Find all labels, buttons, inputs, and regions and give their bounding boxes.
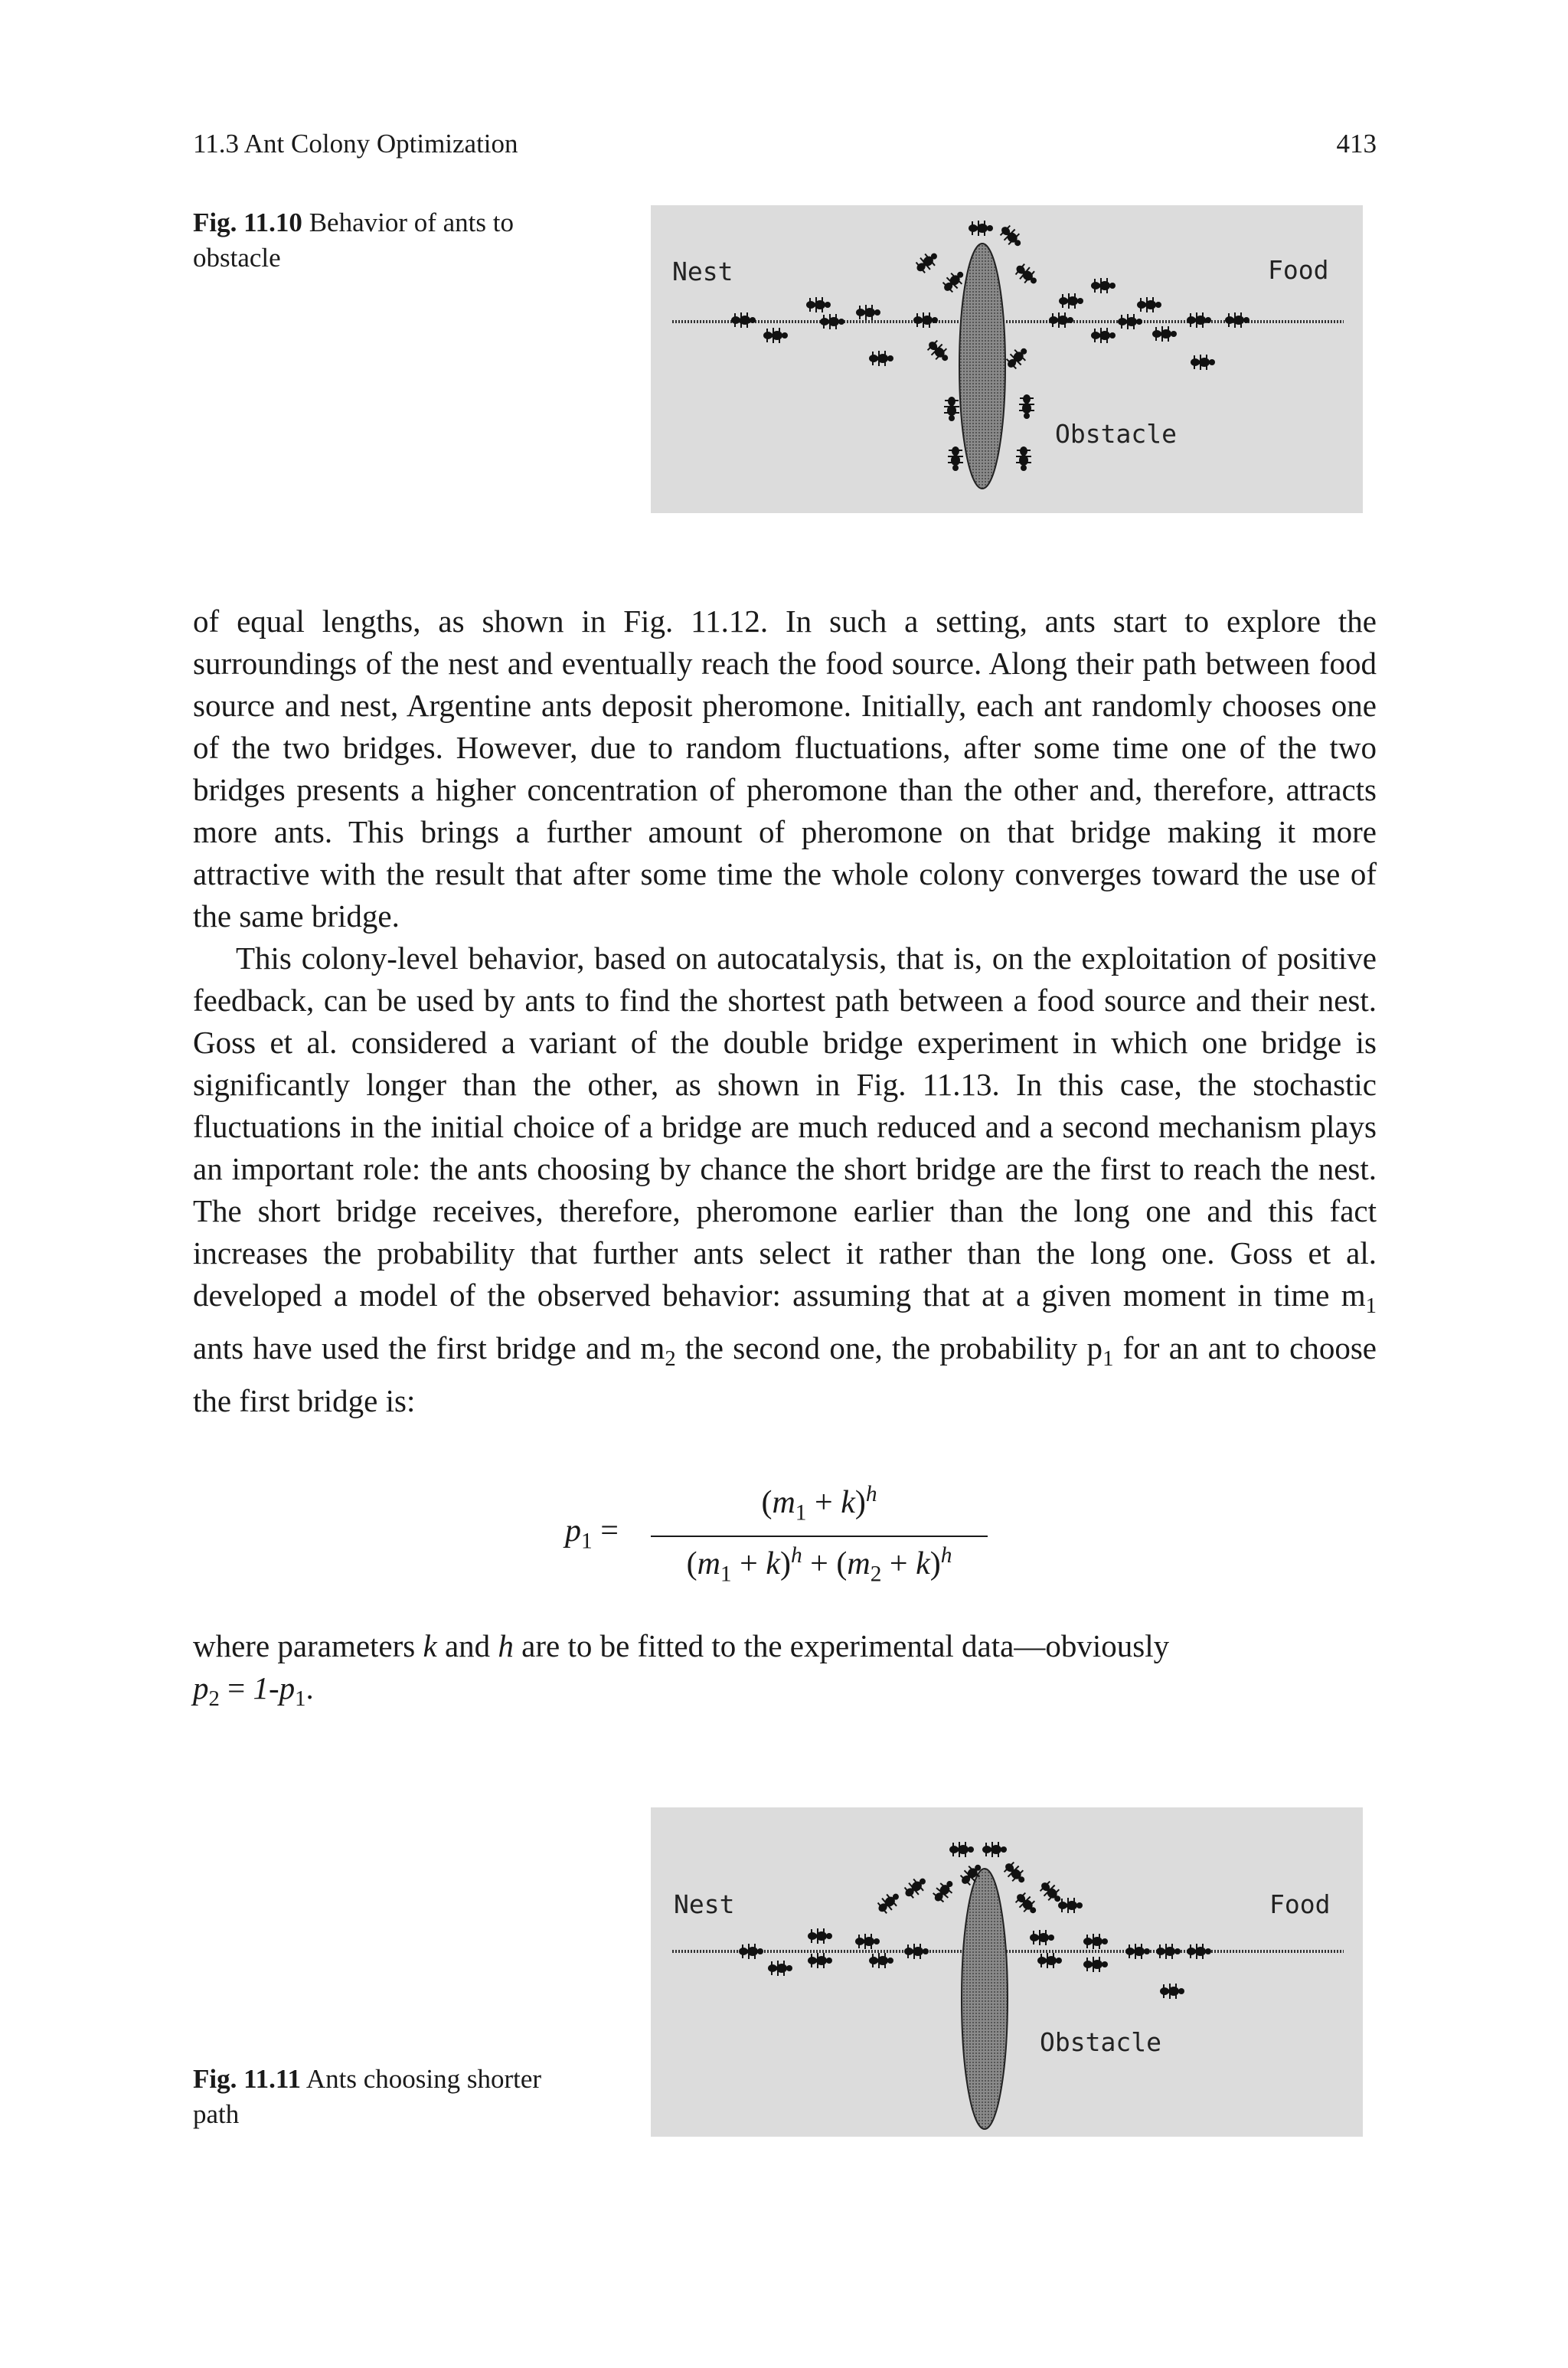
figure-obstacle: [651, 205, 1363, 513]
equation-denominator-rendered: $(m_1 + k)^h + (m_2 + k)^h$: [686, 1543, 952, 1587]
nest-label-2: Nest: [674, 1889, 735, 1919]
page-number: 413: [1336, 129, 1377, 159]
figure-caption-text-2: Ants choosing shorter path: [193, 2064, 542, 2129]
figure-caption-1: [193, 205, 560, 276]
figure-label-2: Fig. 11.11: [193, 2064, 301, 2094]
nest-label-1: Nest: [672, 257, 733, 286]
equation-p1: [536, 1482, 1034, 1587]
fraction-line: [651, 1536, 988, 1537]
figure-shorter-path: [651, 1807, 1363, 2137]
paragraph-3: where parameters k and h are to be fitted to the experimental data—obviously $p_2 = 1-p_1$.: [193, 1625, 1377, 1720]
p1-subscript: 1: [1102, 1346, 1114, 1372]
food-label-1: Food: [1268, 255, 1329, 285]
running-header: [193, 129, 1377, 162]
param-h: h: [498, 1628, 514, 1663]
equation-lhs: $p_1$ =: [565, 1513, 619, 1554]
paragraph-1: of equal lengths, as shown in Fig. 11.12. In such a setting, ants start to explore the surroundings of the nest and eventually reach the food source. Along their path between food source and nest, Argentine ants deposit pheromone. Initially, each ant randomly chooses one of the two bridges. However, due to random fluctuations, after some time one of the two bridges presents a higher concentration of pheromone than the other and, therefore, attracts more ants. This brings a further amount of pheromone on that bridge making it more attractive with the result that after some time the whole colony converges toward the use of the same bridge.: [193, 603, 1377, 934]
paragraph-2-end: for an ant to choose the first bridge is:: [193, 1330, 1377, 1419]
m1-subscript: 1: [1365, 1294, 1377, 1319]
body-text: [193, 600, 1377, 1422]
food-label-2: Food: [1269, 1889, 1331, 1919]
paragraph-3-line2-rendered: $p_2 = 1-p_1$.: [193, 1670, 314, 1712]
paragraph-2: [193, 937, 1377, 1422]
figure-caption-2: [193, 2062, 560, 2132]
paragraph-2-mid-2: the second one, the probability p: [675, 1330, 1103, 1366]
paragraph-2-mid-1: ants have used the first bridge and m: [193, 1330, 665, 1366]
figure-caption-text-1: Behavior of ants to obstacle: [193, 208, 514, 273]
figure-label-1: Fig. 11.10: [193, 208, 302, 237]
m2-subscript: 2: [665, 1346, 676, 1372]
paragraph-2-text: This colony-level behavior, based on autocatalysis, that is, on the exploitation of positive feedback, can be used by ants to find the shortest path between a food source and their nest. Goss et al. considered a variant of the double bridge experiment in which one bridge is significantly longer than the other, as shown in Fig. 11.13. In this case, the stochastic fluctuations in the initial choice of a bridge are much reduced and a second mechanism plays an important role: the ants choosing by chance the short bridge are the first to reach the nest. The short bridge receives, therefore, pheromone earlier than the long one and this fact increases the probability that further ants select it rather than the long one. Goss et al. developed a model of the observed behavior: assuming that at a given moment in time m: [193, 940, 1377, 1313]
param-k: k: [423, 1628, 437, 1663]
obstacle-label-2: Obstacle: [1040, 2027, 1161, 2057]
equation-numerator-rendered: $(m_1 + k)^h$: [761, 1482, 877, 1526]
section-title: 11.3 Ant Colony Optimization: [193, 129, 518, 159]
obstacle-label-1: Obstacle: [1055, 419, 1177, 449]
